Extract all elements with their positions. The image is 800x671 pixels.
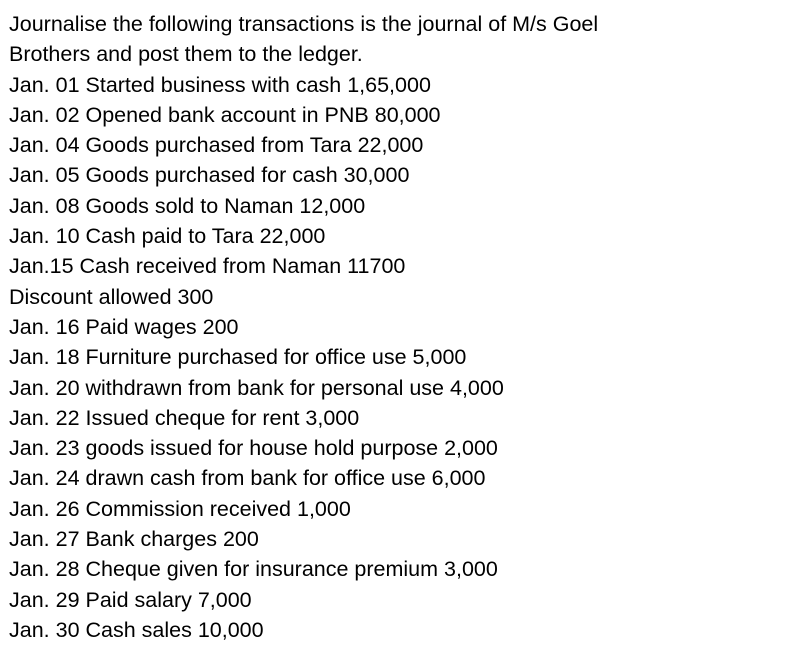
transaction-line: Jan. 01 Started business with cash 1,65,000	[9, 72, 431, 97]
transaction-line: Jan. 04 Goods purchased from Tara 22,000	[9, 133, 424, 158]
transaction-line: Discount allowed 300	[9, 284, 214, 309]
question-text	[9, 9, 794, 645]
transaction-line: Jan. 26 Commission received 1,000	[9, 496, 351, 521]
transaction-line: Jan. 20 withdrawn from bank for personal use 4,000	[9, 375, 504, 400]
transaction-line: Jan. 27 Bank charges 200	[9, 527, 259, 552]
question-intro-line-2: Brothers and post them to the ledger.	[9, 42, 363, 67]
transaction-line: Jan. 16 Paid wages 200	[9, 314, 239, 339]
transaction-line: Jan. 28 Cheque given for insurance premium 3,000	[9, 557, 498, 582]
transaction-line: Jan. 18 Furniture purchased for office use 5,000	[9, 345, 467, 370]
transaction-line: Jan. 24 drawn cash from bank for office use 6,000	[9, 466, 486, 491]
transaction-line: Jan. 05 Goods purchased for cash 30,000	[9, 163, 410, 188]
transaction-line: Jan. 22 Issued cheque for rent 3,000	[9, 405, 360, 430]
transaction-line: Jan. 23 goods issued for house hold purpose 2,000	[9, 436, 498, 461]
transaction-line: Jan.15 Cash received from Naman 11700	[9, 254, 406, 279]
transaction-line: Jan. 10 Cash paid to Tara 22,000	[9, 224, 326, 249]
transaction-line: Jan. 30 Cash sales 10,000	[9, 617, 264, 642]
transaction-line: Jan. 29 Paid salary 7,000	[9, 587, 252, 612]
question-intro-line-1: Journalise the following transactions is the journal of M/s Goel	[9, 12, 599, 36]
transaction-line: Jan. 02 Opened bank account in PNB 80,000	[9, 102, 441, 127]
transaction-line: Jan. 08 Goods sold to Naman 12,000	[9, 193, 366, 218]
